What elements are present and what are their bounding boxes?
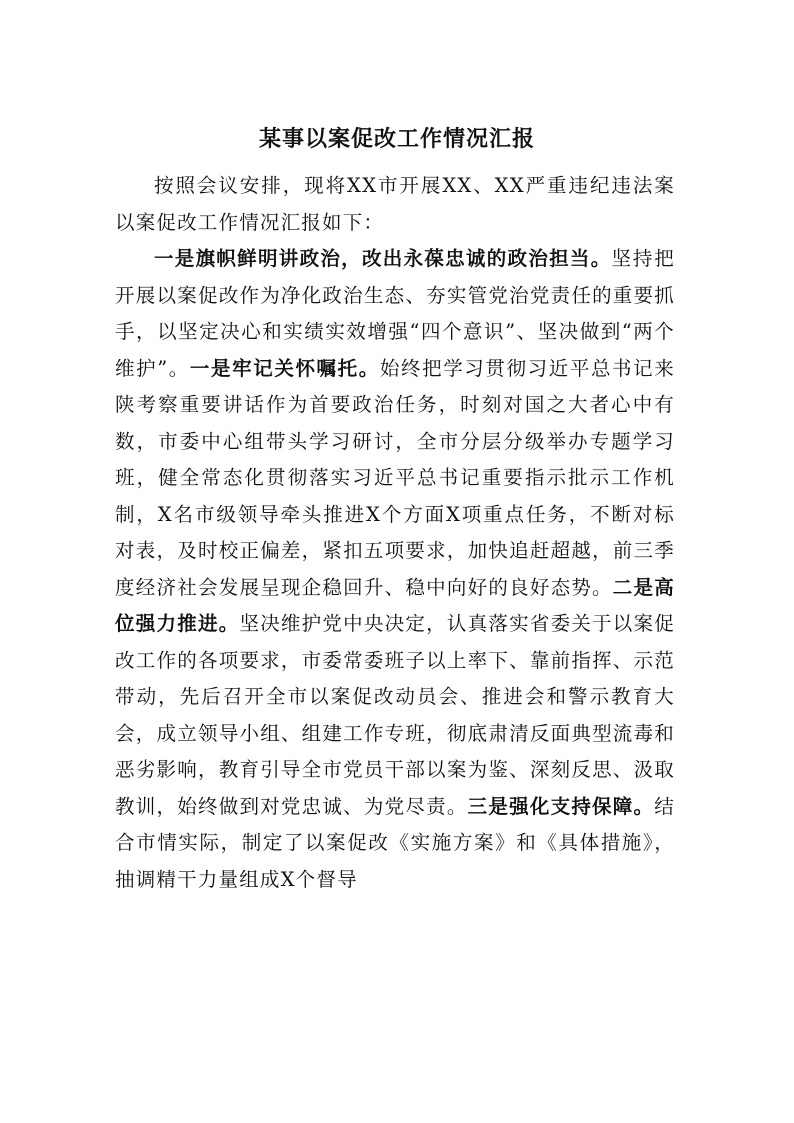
sub2-text: 坚决维护党中央决定，认真落实省委关于以案促改工作的各项要求，市委常委班子以上率下、靠前指挥、示范带动，先后召开全市以案促改动员会、推进会和警示教育大会，成立领导小组、组建工作专班，彻底肃清反面典型流毒和恶劣影响，教育引导全市党员干部以案为鉴、深刻反思、汲取教训，始终做到对党忠诚、为党尽责。 [115,612,675,818]
section1-heading: 一是旗帜鲜明讲政治，改出永葆忠诚的政治担当。 [154,247,612,270]
sub2-heading: 二是高位强力推进。 [115,575,675,635]
intro-paragraph: 按照会议安排，现将XX市开展XX、XX严重违纪违法案以案促改工作情况汇报如下： [115,174,675,234]
sub3-text: 结合市情实际，制定了以案促改《实施方案》和《具体措施》，抽调精干力量组成X个督导 [115,794,675,891]
document-body [115,168,675,898]
sub1-heading: 一是牢记关怀嘱托。 [189,356,380,380]
section1-paragraph [115,241,675,898]
sub1-text: 始终把学习贯彻习近平总书记来陕考察重要讲话作为首要政治任务，时刻对国之大者心中有数，市委中心组带头学习研讨，全市分层分级举办专题学习班，健全常态化贯彻落实习近平总书记重要指示批示工作机制，X名市级领导牵头推进X个方面X项重点任务，不断对标对表，及时校正偏差，紧扣五项要求，加快追赶超越，前三季度经济社会发展呈现企稳回升、稳中向好的良好态势。 [115,356,675,599]
section1-text: 坚持把开展以案促改作为净化政治生态、夯实管党治党责任的重要抓手，以坚定决心和实绩实效增强“四个意识”、坚决做到“两个维护”。 [115,247,675,380]
page-title: 某事以案促改工作情况汇报 [258,127,535,152]
sub3-heading: 三是强化支持保障。 [467,794,655,818]
